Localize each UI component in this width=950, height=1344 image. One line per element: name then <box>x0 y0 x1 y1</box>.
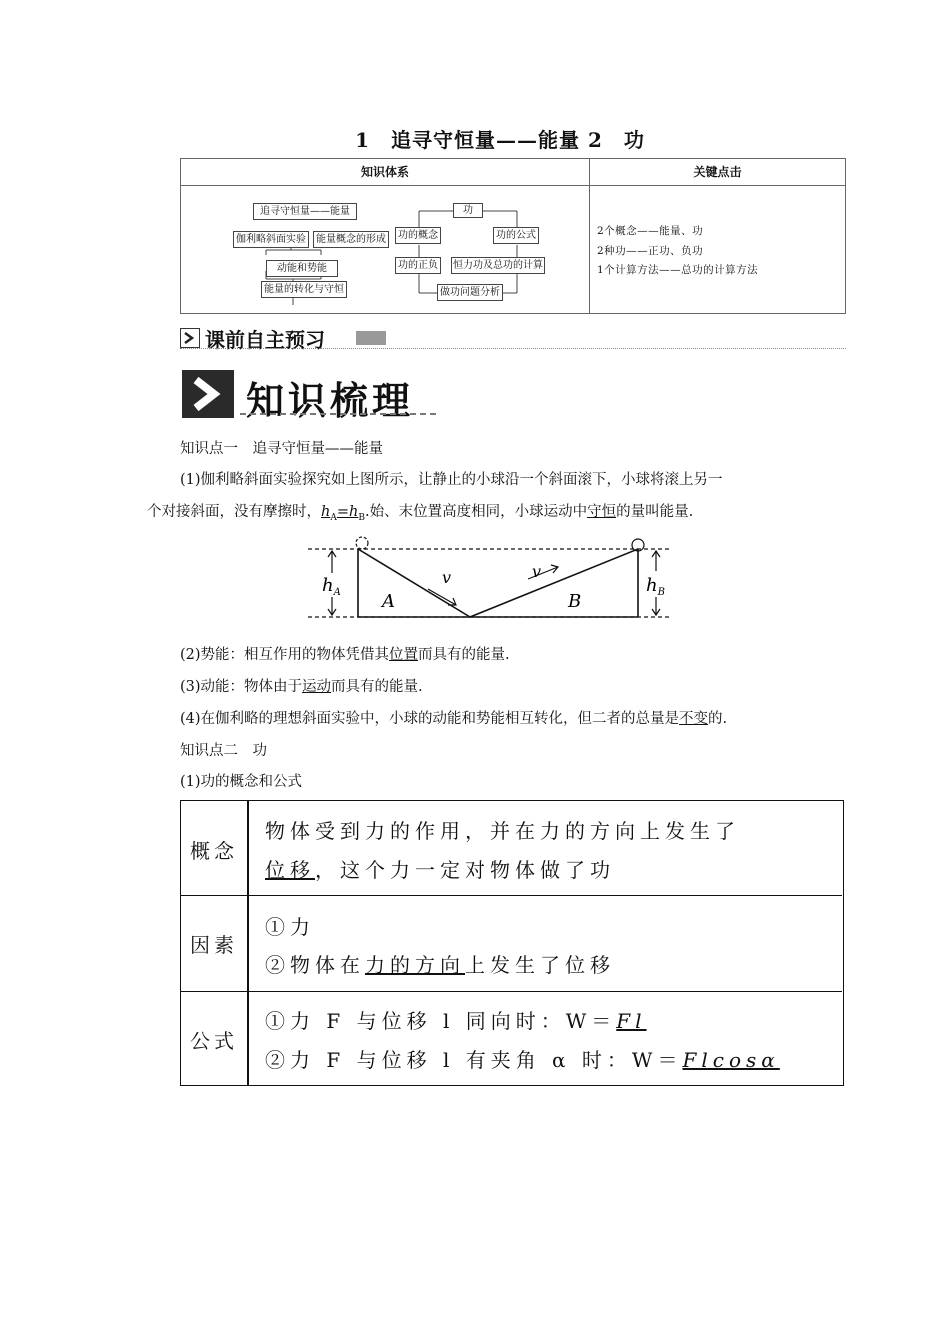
galileo-incline-diagram <box>306 535 676 625</box>
header-dash-rule <box>240 413 436 415</box>
flow-box-total-work: 恒力功及总功的计算 <box>451 257 545 274</box>
work-concept-table <box>180 800 844 1086</box>
velocity-label-1: v <box>442 568 452 587</box>
k1-text: 而具有的能量. <box>418 647 510 663</box>
row-label-formula: 公式 <box>190 1029 238 1053</box>
equals: = <box>336 504 349 520</box>
k1-heading: 知识点一 追寻守恒量——能量 <box>180 441 383 457</box>
answer-conserved: 守恒 <box>587 504 617 520</box>
factor-line-2 <box>265 949 615 978</box>
flow-box-conservation: 能量的转化与守恒 <box>261 281 347 298</box>
table-row-concept <box>181 801 842 896</box>
k1-hA-eq-hB <box>321 504 365 523</box>
arrow-icon <box>180 328 200 348</box>
answer-unchanged: 不变 <box>679 711 709 727</box>
k1-text: (4)在伽利略的理想斜面实验中，小球的动能和势能相互转化，但二者的总量是 <box>180 711 680 727</box>
key-point-3: 1个计算方法——总功的计算方法 <box>597 264 759 276</box>
row-label-concept: 概念 <box>190 839 238 863</box>
symbol-h: h <box>349 504 359 520</box>
banner-decoration <box>356 331 386 345</box>
flow-box-work-concept: 功的概念 <box>395 227 441 244</box>
subscript-b: B <box>358 512 365 523</box>
key-point-1: 2个概念——能量、功 <box>597 225 704 237</box>
k1-text: 而具有的能量. <box>331 679 423 695</box>
k1-p2 <box>180 643 510 664</box>
row-label-factors: 因素 <box>190 933 238 957</box>
symbol-h: h <box>322 575 334 596</box>
formula-line-2 <box>265 1044 780 1073</box>
k1-text: .始、末位置高度相同，小球运动中 <box>364 504 588 520</box>
section-banner: 课前自主预习 <box>205 328 325 352</box>
symbol-h: h <box>646 575 658 596</box>
flow-box-work: 功 <box>453 203 483 218</box>
velocity-label-2: v <box>532 562 542 581</box>
flow-box-galileo: 伽利略斜面实验 <box>233 231 309 248</box>
flow-box-work-formula: 功的公式 <box>493 227 539 244</box>
subscript-b: B <box>657 587 665 598</box>
answer-fl-cos: Flcosα <box>682 1048 780 1072</box>
k1-text: 个对接斜面，没有摩擦时， <box>147 504 321 520</box>
height-b-label <box>646 575 665 598</box>
key-points-header: 关键点击 <box>590 159 845 186</box>
answer-motion: 运动 <box>302 679 332 695</box>
symbol-h: h <box>321 504 331 520</box>
knowledge-header: 知识梳理 <box>246 379 415 423</box>
page-title: 1 追寻守恒量——能量 2 功 <box>355 128 645 152</box>
k1-p1-line1: (1)伽利略斜面实验探究如上图所示，让静止的小球沿一个斜面滚下，小球将滚上另一 <box>180 472 723 488</box>
label-b: B <box>568 591 582 612</box>
concept-line-2 <box>265 854 615 883</box>
flow-box-work-sign: 功的正负 <box>395 257 441 274</box>
k2-subheading: (1)功的概念和公式 <box>180 774 303 790</box>
flow-box-kinetic-potential: 动能和势能 <box>266 260 338 277</box>
factor-text: ②物体在 <box>265 953 365 977</box>
subscript-a: A <box>330 512 337 523</box>
formula-line-1 <box>265 1005 647 1034</box>
answer-fl: Fl <box>616 1009 647 1033</box>
flow-box-energy: 追寻守恒量——能量 <box>253 203 357 220</box>
chevron-right-icon <box>182 370 234 418</box>
summary-table <box>180 158 846 314</box>
flow-box-work-analysis: 做功问题分析 <box>437 284 503 301</box>
label-a: A <box>382 591 395 612</box>
answer-force-direction: 力的方向 <box>365 953 465 977</box>
formula-text: ②力 F 与位移 l 有夹角 α 时：W＝ <box>265 1048 683 1072</box>
answer-displacement: 位移 <box>265 858 315 882</box>
k1-text: 的量叫能量. <box>616 504 694 520</box>
table-row-factors <box>181 895 842 992</box>
key-point-2: 2种功——正功、负功 <box>597 245 704 257</box>
k2-heading: 知识点二 功 <box>180 743 267 759</box>
flowchart-connectors <box>181 185 589 313</box>
k1-text: 的. <box>708 711 728 727</box>
subscript-a: A <box>333 587 341 598</box>
table-divider <box>589 185 590 313</box>
concept-text: ，这个力一定对物体做了功 <box>315 858 615 882</box>
banner-rule <box>180 348 846 350</box>
flow-box-energy-concept: 能量概念的形成 <box>313 231 389 248</box>
factor-line-1: ①力 <box>265 915 315 939</box>
concept-line-1: 物体受到力的作用，并在力的方向上发生了 <box>265 819 740 843</box>
k1-text: (3)动能：物体由于 <box>180 679 303 695</box>
height-a-label <box>322 575 341 598</box>
k1-p1-line2 <box>147 500 693 523</box>
k1-p4 <box>180 707 727 728</box>
table-row-formula <box>181 991 842 1084</box>
answer-position: 位置 <box>389 647 419 663</box>
k1-p3 <box>180 675 423 696</box>
knowledge-system-header: 知识体系 <box>181 159 590 186</box>
formula-text: ①力 F 与位移 l 同向时：W＝ <box>265 1009 617 1033</box>
factor-text: 上发生了位移 <box>465 953 615 977</box>
k1-text: (2)势能：相互作用的物体凭借其 <box>180 647 390 663</box>
